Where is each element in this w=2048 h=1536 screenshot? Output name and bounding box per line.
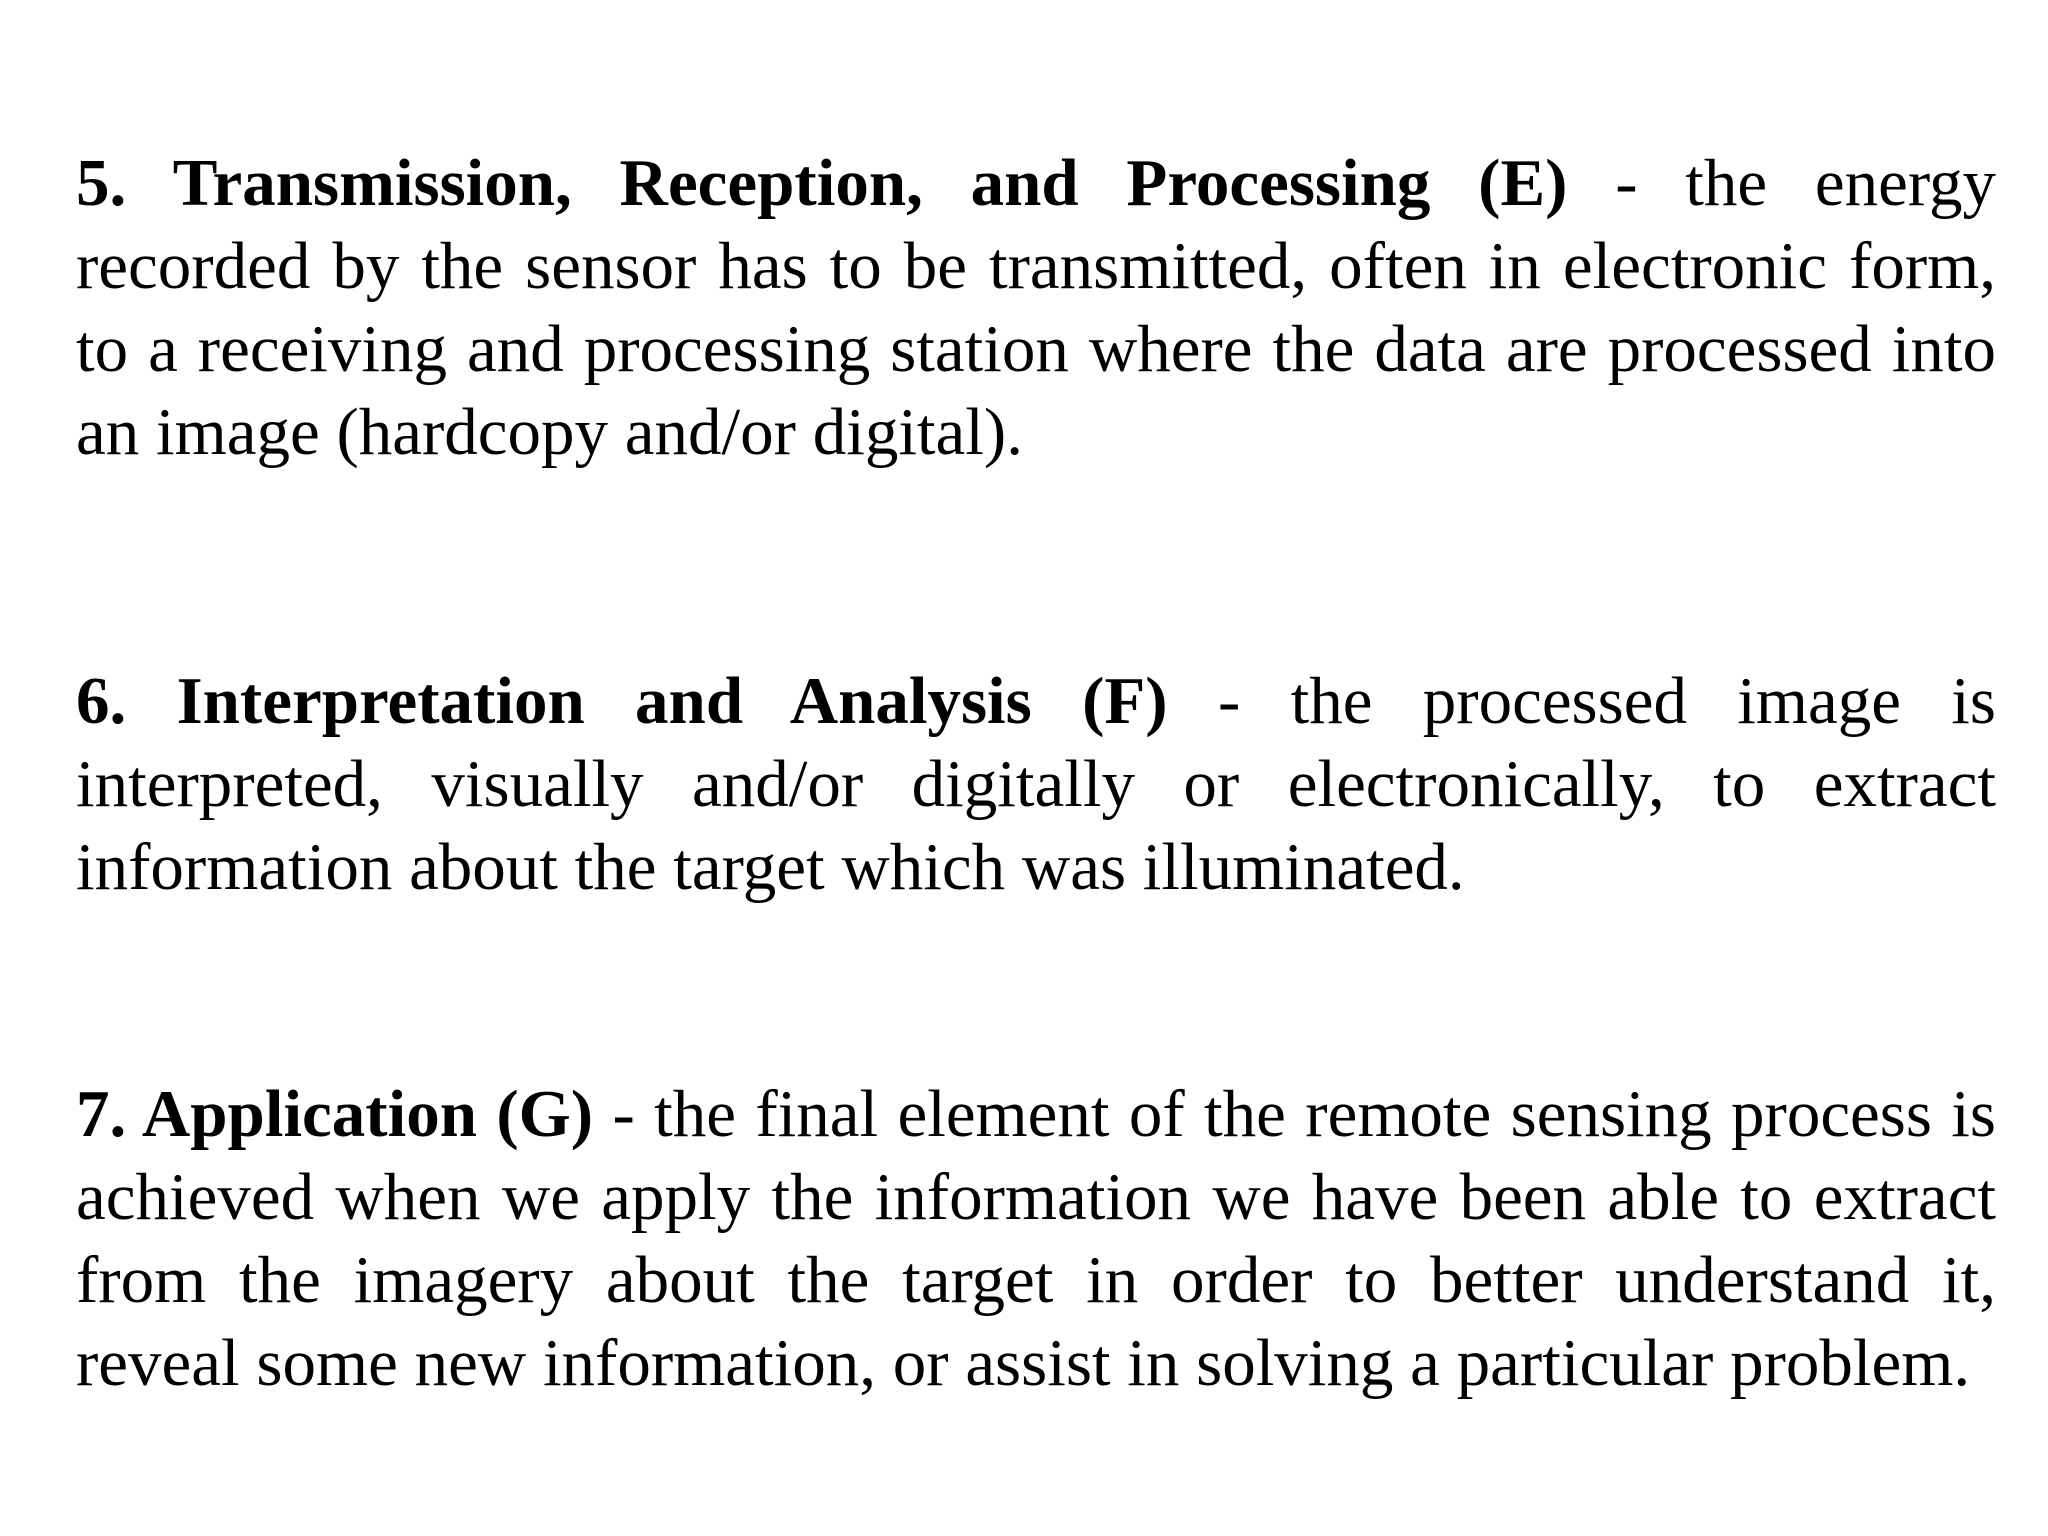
paragraph-heading: 5. Transmission, Reception, and Processing (E) (76, 146, 1568, 220)
paragraph-body: - the energy recorded by the sensor has to be transmitted, often in electronic form, to a receiving and processing station where the data are processed into an image (hardcopy and/or digital). (76, 146, 1996, 469)
paragraph-application (76, 1073, 1996, 1405)
paragraph-transmission-reception-processing (76, 142, 1996, 474)
paragraph-heading: 6. Interpretation and Analysis (F) (76, 664, 1168, 738)
paragraph-body: - the final element of the remote sensing process is achieved when we apply the information we have been able to extract from the imagery about the target in order to better understand it, reveal some new information, or assist in solving a particular problem. (76, 1077, 1996, 1400)
paragraph-interpretation-analysis (76, 660, 1996, 909)
paragraph-heading: 7. Application (G) (76, 1077, 594, 1151)
paragraph-body: - the processed image is interpreted, visually and/or digitally or electronically, to extract information about the target which was illuminated. (76, 664, 1996, 904)
